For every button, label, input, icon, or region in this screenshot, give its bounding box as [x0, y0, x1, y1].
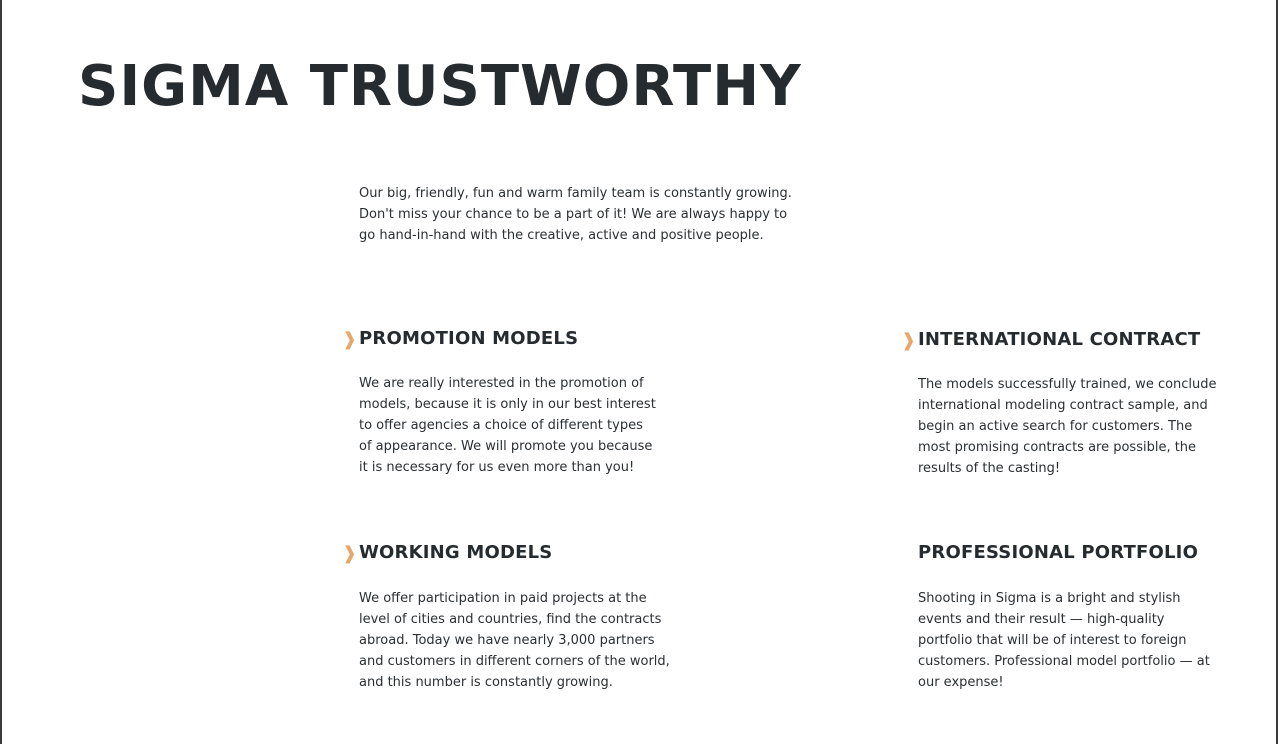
- page-title: SIGMA TRUSTWORTHY: [78, 54, 802, 119]
- feature-international-contract: [901, 328, 1218, 479]
- feature-heading-label: WORKING MODELS: [359, 542, 553, 563]
- feature-line: of appearance. We will promote you because: [359, 439, 653, 454]
- feature-professional-portfolio: [918, 541, 1218, 693]
- feature-line: We offer participation in paid projects at the: [359, 591, 647, 606]
- feature-line: We are really interested in the promotion of: [359, 376, 644, 391]
- feature-heading: [342, 327, 659, 351]
- feature-heading: [901, 328, 1218, 352]
- feature-heading-label: PROMOTION MODELS: [359, 328, 579, 349]
- chevron-right-icon: ❱: [342, 543, 358, 564]
- feature-line: most promising contracts are possible, the: [918, 440, 1197, 455]
- feature-line: international modeling contract sample, and: [918, 398, 1208, 413]
- feature-line: our expense!: [918, 675, 1004, 690]
- feature-heading-label: PROFESSIONAL PORTFOLIO: [918, 542, 1199, 563]
- feature-heading: [918, 541, 1218, 565]
- feature-line: events and their result — high-quality: [918, 612, 1165, 627]
- feature-description: [918, 588, 1218, 693]
- feature-line: customers. Professional model portfolio — at: [918, 654, 1210, 669]
- feature-line: abroad. Today we have nearly 3,000 partners: [359, 633, 655, 648]
- feature-line: The models successfully trained, we conclude: [918, 377, 1217, 392]
- feature-line: portfolio that will be of interest to foreign: [918, 633, 1187, 648]
- feature-description: [359, 373, 659, 478]
- chevron-right-icon: ❱: [342, 329, 358, 350]
- feature-heading-label: INTERNATIONAL CONTRACT: [918, 329, 1201, 350]
- feature-line: it is necessary for us even more than you!: [359, 460, 635, 475]
- feature-line: to offer agencies a choice of different types: [359, 418, 643, 433]
- chevron-right-icon: ❱: [901, 330, 917, 351]
- intro-line: Don't miss your chance to be a part of it! We are always happy to: [359, 207, 788, 222]
- feature-description: [918, 374, 1218, 479]
- intro-line: Our big, friendly, fun and warm family team is constantly growing.: [359, 186, 792, 201]
- feature-working-models: [342, 541, 679, 693]
- feature-line: begin an active search for customers. The: [918, 419, 1193, 434]
- feature-line: and customers in different corners of the world,: [359, 654, 670, 669]
- intro-paragraph: [359, 183, 799, 246]
- feature-line: models, because it is only in our best interest: [359, 397, 656, 412]
- feature-description: [359, 588, 679, 693]
- feature-line: and this number is constantly growing.: [359, 675, 613, 690]
- feature-promotion-models: [342, 327, 659, 478]
- feature-line: level of cities and countries, find the contracts: [359, 612, 662, 627]
- feature-line: results of the casting!: [918, 461, 1061, 476]
- feature-line: Shooting in Sigma is a bright and stylish: [918, 591, 1181, 606]
- intro-line: go hand-in-hand with the creative, active and positive people.: [359, 228, 764, 243]
- feature-heading: [342, 541, 679, 565]
